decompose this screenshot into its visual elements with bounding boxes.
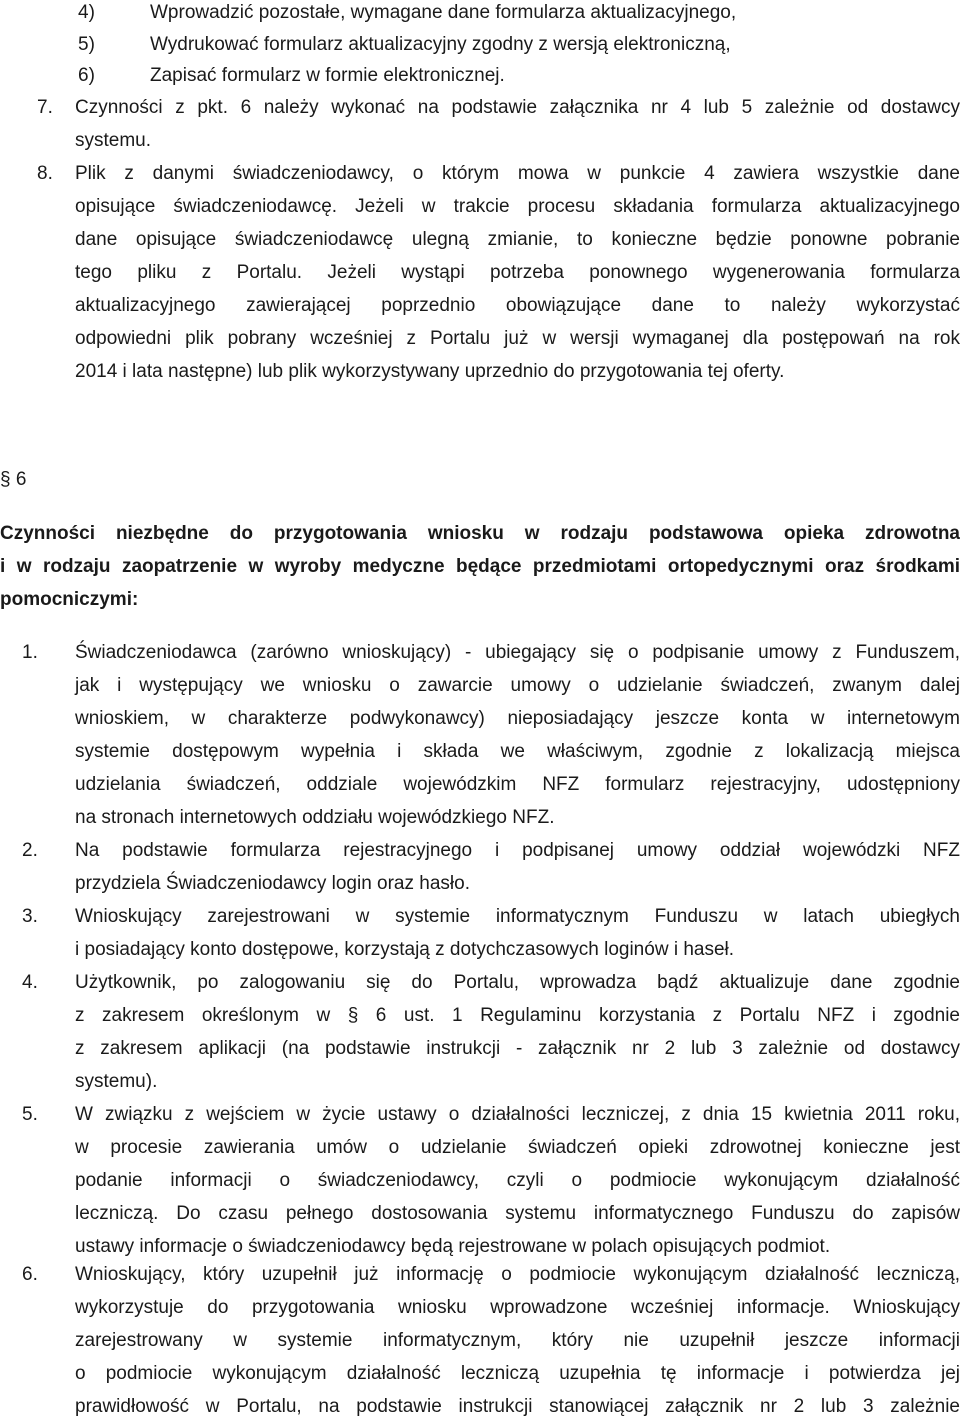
list-number: 1. — [22, 642, 38, 663]
list-text: Świadczeniodawca (zarówno wnioskujący) - ubiegający się o podpisanie umowy z Funduszem, — [75, 642, 960, 663]
list-number: 2. — [22, 840, 38, 861]
list-text: w procesie zawierania umów o udzielanie świadczeń opieki zdrowotnej konieczne jest — [75, 1137, 960, 1158]
list-text: wykorzystuje do przygotowania wniosku wprowadzone wcześniej informacje. Wnioskujący — [75, 1297, 960, 1318]
list-text: systemie dostępowym wypełnia i składa we właściwym, zgodnie z lokalizacją miejsca — [75, 741, 960, 762]
list-text: prawidłowość w Portalu, na podstawie instrukcji stanowiącej załącznik nr 2 lub 3 zależnie — [75, 1396, 960, 1417]
list-number: 6) — [78, 65, 95, 86]
list-text: Wydrukować formularz aktualizacyjny zgodny z wersją elektroniczną, — [150, 34, 731, 55]
list-text: o podmiocie wykonującym działalność leczniczą uzupełnia tę informacje i potwierdza jej — [75, 1363, 960, 1384]
list-number: 6. — [22, 1264, 38, 1285]
section-heading: i w rodzaju zaopatrzenie w wyroby medyczne będące przedmiotami ortopedycznymi oraz środkami — [0, 556, 960, 577]
list-text: tego pliku z Portalu. Jeżeli wystąpi potrzeba ponownego wygenerowania formularza — [75, 262, 960, 283]
list-text: Czynności z pkt. 6 należy wykonać na podstawie załącznika nr 4 lub 5 zależnie od dostawcy — [75, 97, 960, 118]
list-number: 5. — [22, 1104, 38, 1125]
list-text: Wnioskujący, który uzupełnił już informację o podmiocie wykonującym działalność leczniczą, — [75, 1264, 960, 1285]
list-text: Wnioskujący zarejestrowani w systemie informatycznym Funduszu w latach ubiegłych — [75, 906, 960, 927]
list-text: wnioskiem, w charakterze podwykonawcy) nieposiadający jeszcze konta w internetowym — [75, 708, 960, 729]
list-text: Użytkownik, po zalogowaniu się do Portalu, wprowadza bądź aktualizuje dane zgodnie — [75, 972, 960, 993]
list-number: 8. — [37, 163, 53, 184]
list-text: systemu. — [75, 130, 152, 151]
list-text: Na podstawie formularza rejestracyjnego i podpisanej umowy oddział wojewódzki NFZ — [75, 840, 960, 861]
list-text: leczniczą. Do czasu pełnego dostosowania systemu informatycznego Funduszu do zapisów — [75, 1203, 960, 1224]
list-number: 5) — [78, 34, 95, 55]
list-text: opisujące świadczeniodawcę. Jeżeli w trakcie procesu składania formularza aktualizacyjnego — [75, 196, 960, 217]
list-text: na stronach internetowych oddziału wojewódzkiego NFZ. — [75, 807, 555, 828]
list-text: odpowiedni plik pobrany wcześniej z Portalu już w wersji wymaganej dla postępowań na rok — [75, 328, 960, 349]
section-heading: pomocniczymi: — [0, 589, 139, 610]
list-text: przydziela Świadczeniodawcy login oraz hasło. — [75, 873, 470, 894]
list-text: 2014 i lata następne) lub plik wykorzystywany uprzednio do przygotowania tej oferty. — [75, 361, 785, 382]
list-text: i posiadający konto dostępowe, korzystają z dotychczasowych loginów i haseł. — [75, 939, 735, 960]
list-number: 3. — [22, 906, 38, 927]
list-text: ustawy informacje o świadczeniodawcy będą rejestrowane w polach opisujących podmiot. — [75, 1236, 831, 1257]
list-text: Wprowadzić pozostałe, wymagane dane formularza aktualizacyjnego, — [150, 2, 737, 23]
list-text: W związku z wejściem w życie ustawy o działalności leczniczej, z dnia 15 kwietnia 2011 roku, — [75, 1104, 960, 1125]
list-text: z zakresem aplikacji (na podstawie instrukcji - załącznik nr 2 lub 3 zależnie od dostawcy — [75, 1038, 960, 1059]
list-text: Plik z danymi świadczeniodawcy, o którym mowa w punkcie 4 zawiera wszystkie dane — [75, 163, 960, 184]
list-number: 7. — [37, 97, 53, 118]
list-number: 4) — [78, 2, 95, 23]
list-text: podanie informacji o świadczeniodawcy, czyli o podmiocie wykonującym działalność — [75, 1170, 960, 1191]
section-heading: Czynności niezbędne do przygotowania wniosku w rodzaju podstawowa opieka zdrowotna — [0, 523, 960, 544]
list-text: zarejestrowany w systemie informatycznym, który nie uzupełnił jeszcze informacji — [75, 1330, 960, 1351]
list-text: jak i występujący we wniosku o zawarcie umowy o udzielanie świadczeń, zwanym dalej — [75, 675, 960, 696]
list-text: systemu). — [75, 1071, 158, 1092]
list-text: Zapisać formularz w formie elektronicznej. — [150, 65, 505, 86]
section-number: § 6 — [0, 469, 27, 490]
list-text: aktualizacyjnego zawierającej poprzednio obowiązujące dane to należy wykorzystać — [75, 295, 960, 316]
list-text: dane opisujące świadczeniodawcę ulegną zmianie, to konieczne będzie ponowne pobranie — [75, 229, 960, 250]
list-number: 4. — [22, 972, 38, 993]
list-text: z zakresem określonym w § 6 ust. 1 Regulaminu korzystania z Portalu NFZ i zgodnie — [75, 1005, 960, 1026]
list-text: udzielania świadczeń, oddziale wojewódzkim NFZ formularz rejestracyjny, udostępniony — [75, 774, 960, 795]
